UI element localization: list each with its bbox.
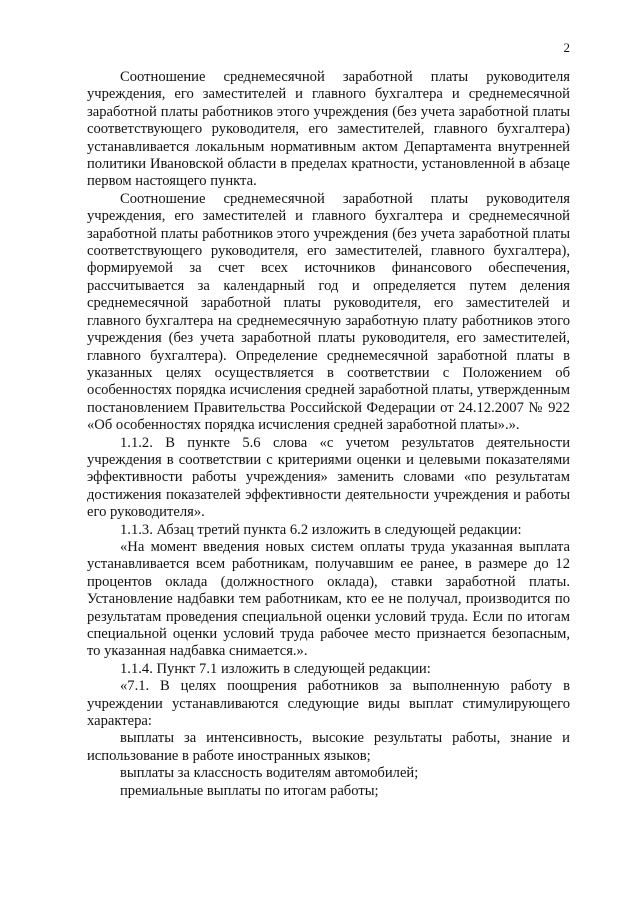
list-item-driver-class-payments: выплаты за классность водителям автомобилей; <box>120 765 419 782</box>
paragraph-allowance-text: «На момент введения новых систем оплаты труда указанная выплата устанавливается всем работникам, получавшим ее ранее, в размере до 12 процентов оклада (должностного оклада), ставки заработной платы. Установление надбавки тем работникам, кто ее не получал, производится по результатам проведения специальной оценки условий труда. Если по итогам специальной оценки условий труда рабочее место признается безопасным, то указанная надбавка снимается.». <box>87 538 570 660</box>
paragraph-clause-7-1: «7.1. В целях поощрения работников за выполненную работу в учреждении устанавливаются следующие виды выплат стимулирующего характера: <box>87 678 570 730</box>
list-item-bonus-payments: премиальные выплаты по итогам работы; <box>120 782 379 799</box>
page-number: 2 <box>563 40 570 55</box>
paragraph-ratio-calculation: Соотношение среднемесячной заработной платы руководителя учреждения, его заместителей и главного бухгалтера и среднемесячной заработной платы работников этого учреждения (без учета заработной платы соответствующего руководителя, его заместителей, главного бухгалтера), формируемой за счет всех источников финансового обеспечения, рассчитывается за календарный год и определяется путем деления среднемесячной заработной платы руководителя, его заместителей и главного бухгалтера на среднемесячную заработную плату работников этого учреждения (без учета заработной платы руководителя, его заместителей, главного бухгалтера). Определение среднемесячной заработной платы в указанных целях осуществляется в соответствии с Положением об особенностях порядка исчисления средней заработной платы, утвержденным постановлением Правительства Российской Федерации от 24.12.2007 № 922 «Об особенностях порядка исчисления средней заработной платы».». <box>87 190 570 434</box>
paragraph-clause-1-1-4: 1.1.4. Пункт 7.1 изложить в следующей редакции: <box>120 660 431 677</box>
paragraph-clause-1-1-2: 1.1.2. В пункте 5.6 слова «с учетом результатов деятельности учреждения в соответствии с критериями оценки и целевыми показателями эффективности работы учреждения» заменить словами «по результатам достижения показателей эффективности деятельности учреждения и работы его руководителя». <box>87 434 570 521</box>
list-item-intensity-payments: выплаты за интенсивность, высокие результаты работы, знание и использование в работе иностранных языков; <box>87 730 570 764</box>
paragraph-clause-1-1-3: 1.1.3. Абзац третий пункта 6.2 изложить в следующей редакции: <box>120 521 522 538</box>
paragraph-ratio-established: Соотношение среднемесячной заработной платы руководителя учреждения, его заместителей и главного бухгалтера и среднемесячной заработной платы работников этого учреждения (без учета заработной платы соответствующего руководителя, его заместителей, главного бухгалтера) устанавливается локальным нормативным актом Департамента внутренней политики Ивановской области в пределах кратности, установленной в абзаце первом настоящего пункта. <box>87 69 570 190</box>
document-body <box>87 69 570 800</box>
